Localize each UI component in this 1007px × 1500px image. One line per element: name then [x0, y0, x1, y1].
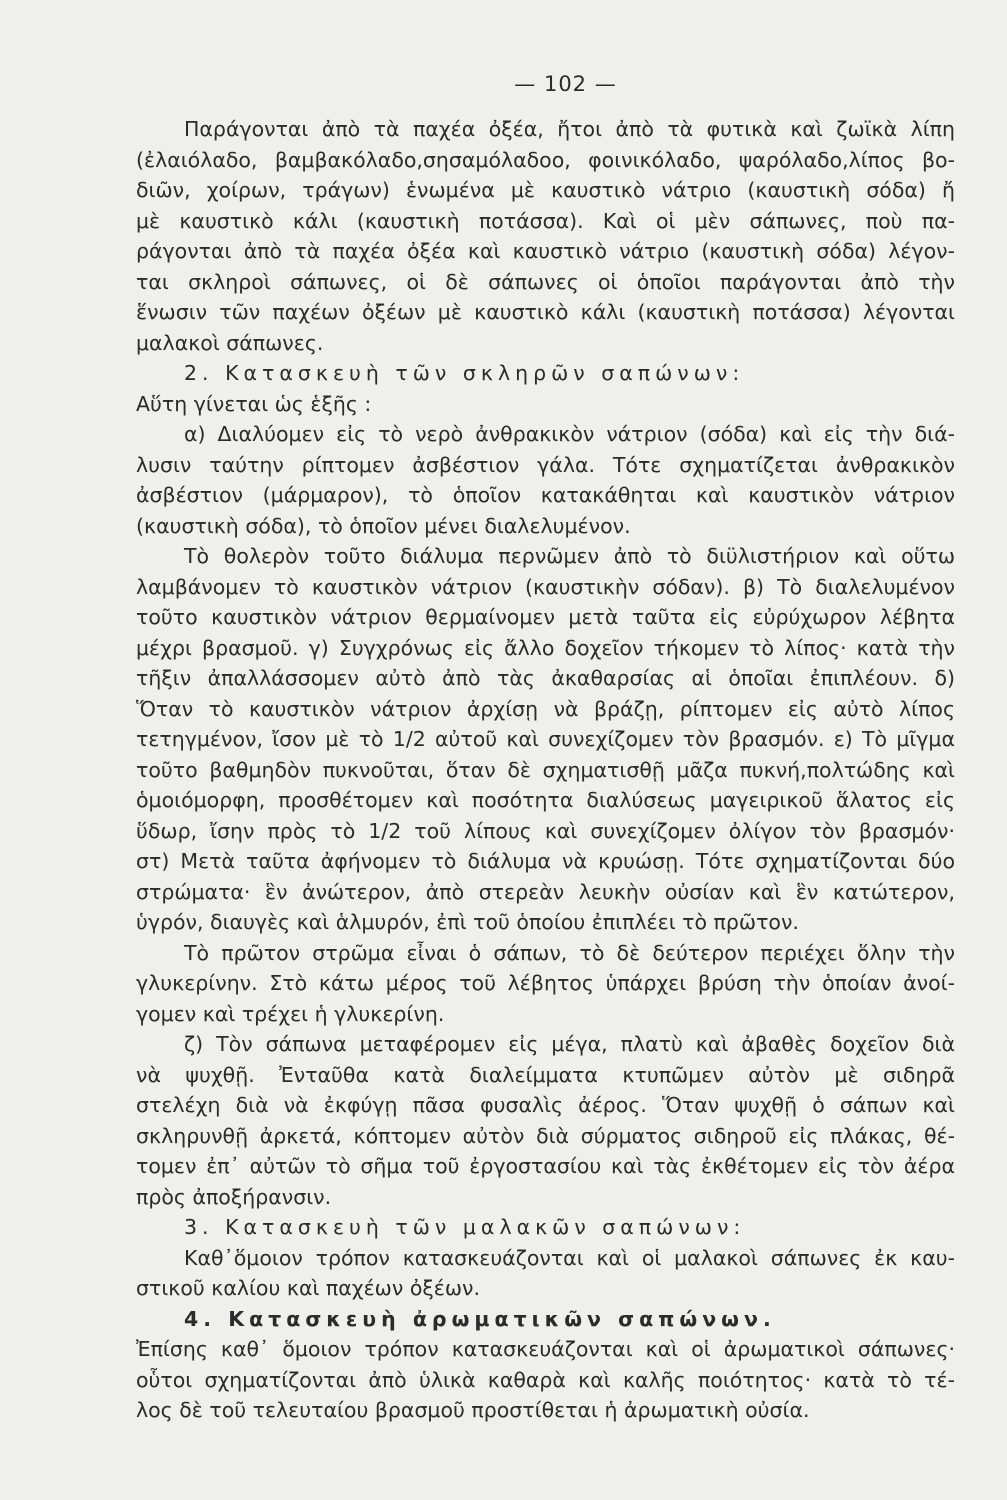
text-line: Ὅταν τὸ καυστικὸν νάτριον ἀρχίσῃ νὰ βράζῃ, ρίπτομεν εἰς αὐτὸ λίπος: [136, 696, 955, 721]
text-line: μὲ καυστικὸ κάλι (καυστικὴ ποτάσσα). Καὶ οἱ μὲν σάπωνες, ποὺ πα-: [136, 208, 955, 233]
paragraph-step-a: [136, 419, 955, 541]
text-line: ὕδωρ, ἴσην πρὸς τὸ 1/2 τοῦ λίπους καὶ συνεχίζομεν ὀλίγον τὸν βρασμόν·: [136, 818, 955, 843]
text-line: Τὸ πρῶτον στρῶμα εἶναι ὁ σάπων, τὸ δὲ δεύτερον περιέχει ὅλην τὴν: [184, 940, 955, 965]
text-line: τῆξιν ἀπαλλάσσομεν αὐτὸ ἀπὸ τὰς ἀκαθαρσίας αἱ ὁποῖαι ἐπιπλέουν. δ): [136, 666, 955, 690]
text-line: Αὕτη γίνεται ὡς ἑξῆς :: [136, 391, 372, 416]
text-line: γομεν καὶ τρέχει ἡ γλυκερίνη.: [136, 1001, 445, 1026]
text-line: ὑγρόν, διαυγὲς καὶ ἁλμυρόν, ἐπὶ τοῦ ὁποίου ἐπιπλέει τὸ πρῶτον.: [136, 910, 799, 934]
paragraph-aromatic-soaps: [136, 1334, 955, 1426]
paragraph-glycerine: [136, 938, 955, 1030]
text-line: σκληρυνθῇ ἀρκετά, κόπτομεν αὐτὸν διὰ σύρματος σιδηροῦ εἰς πλάκας, θέ-: [136, 1123, 955, 1148]
paragraph-steps-b-to-st: [136, 541, 955, 938]
text-line: Ἐπίσης καθ᾽ ὅμοιον τρόπον κατασκευάζονται καὶ οἱ ἀρωματικοὶ σάπωνες·: [136, 1337, 955, 1361]
text-line: ται σκληροὶ σάπωνες, οἱ δὲ σάπωνες οἱ ὁποῖοι παράγονται ἀπὸ τὴν: [136, 269, 955, 294]
text-line: λος δὲ τοῦ τελευταίου βρασμοῦ προστίθεται ἡ ἀρωματικὴ οὐσία.: [136, 1398, 810, 1422]
text-line: τετηγμένον, ἴσον μὲ τὸ 1/2 αὐτοῦ καὶ συνεχίζομεν τὸν βρασμόν. ε) Τὸ μῖγμα: [136, 727, 955, 751]
text-line: μαλακοὶ σάπωνες.: [136, 330, 324, 355]
text-line: στρώματα· ἓν ἀνώτερον, ἀπὸ στερεὰν λευκὴν οὐσίαν καὶ ἓν κατώτερον,: [136, 879, 955, 904]
paragraph-step-z: [136, 1029, 955, 1212]
text-line: ζ) Τὸν σάπωνα μεταφέρομεν εἰς μέγα, πλατὺ καὶ ἀβαθὲς δοχεῖον διὰ: [184, 1032, 955, 1056]
text-line: στικοῦ καλίου καὶ παχέων ὀξέων.: [136, 1276, 481, 1300]
text-line: λαμβάνομεν τὸ καυστικὸν νάτριον (καυστικὴν σόδαν). β) Τὸ διαλελυμένον: [136, 574, 955, 599]
text-line: Τὸ θολερὸν τοῦτο διάλυμα περνῶμεν ἀπὸ τὸ διϋλιστήριον καὶ οὕτω: [184, 544, 955, 568]
text-line: διῶν, χοίρων, τράγων) ἑνωμένα μὲ καυστικὸ νάτριο (καυστικὴ σόδα) ἤ: [136, 178, 955, 202]
text-line: οὗτοι σχηματίζονται ἀπὸ ὑλικὰ καθαρὰ καὶ καλῆς ποιότητος· κατὰ τὸ τέ-: [136, 1367, 955, 1392]
text-line: ἕνωσιν τῶν παχέων ὀξέων μὲ καυστικὸ κάλι (καυστικὴ ποτάσσα) λέγονται: [136, 300, 955, 324]
text-line: Καθ᾽ὅμοιον τρόπον κατασκευάζονται καὶ οἱ μαλακοὶ σάπωνες ἐκ καυ-: [184, 1245, 955, 1270]
text-line: Παράγονται ἀπὸ τὰ παχέα ὀξέα, ἤτοι ἀπὸ τὰ φυτικὰ καὶ ζωϊκὰ λίπη: [184, 117, 955, 141]
paragraph-intro: [136, 114, 955, 358]
text-line: μέχρι βρασμοῦ. γ) Συγχρόνως εἰς ἄλλο δοχεῖον τήκομεν τὸ λίπος· κατὰ τὴν: [136, 635, 955, 660]
text-line: στ) Μετὰ ταῦτα ἀφήνομεν τὸ διάλυμα νὰ κρυώσῃ. Τότε σχηματίζονται δύο: [136, 849, 955, 873]
text-line: πρὸς ἀποξήρανσιν.: [136, 1184, 332, 1209]
text-line: τοῦτο βαθμηδὸν πυκνοῦται, ὅταν δὲ σχηματισθῇ μᾶζα πυκνή,πολτώδης καὶ: [136, 757, 955, 782]
text-line: ἀσβέστιον (μάρμαρον), τὸ ὁποῖον κατακάθηται καὶ καυστικὸν νάτριον: [136, 483, 955, 507]
text-line: λυσιν ταύτην ρίπτομεν ἀσβέστιον γάλα. Τότε σχηματίζεται ἀνθρακικὸν: [136, 452, 955, 477]
page-number: — 102 —: [514, 72, 617, 96]
section-heading-4: 4. Κατασκευὴ ἀρωματικῶν σαπώνων.: [184, 1306, 776, 1331]
text-line: νὰ ψυχθῇ. Ἐνταῦθα κατὰ διαλείμματα κτυπῶμεν αὐτὸν μὲ σιδηρᾶ: [136, 1062, 955, 1087]
text-line: (ἐλαιόλαδο, βαμβακόλαδο,σησαμόλαδοο, φοινικόλαδο, ψαρόλαδο,λίπος βο-: [136, 147, 955, 172]
section-heading-2: 2. Κατασκευὴ τῶν σκληρῶν σαπώνων:: [184, 361, 745, 385]
text-line: γλυκερίνην. Στὸ κάτω μέρος τοῦ λέβητος ὑπάρχει βρύση τὴν ὁποίαν ἀνοί-: [136, 971, 955, 995]
text-line: ράγονται ἀπὸ τὰ παχέα ὀξέα καὶ καυστικὸ νάτριο (καυστικὴ σόδα) λέγον-: [136, 239, 955, 263]
text-line: στελέχη διὰ νὰ ἐκφύγῃ πᾶσα φυσαλὶς ἀέρος. Ὅταν ψυχθῇ ὁ σάπων καὶ: [136, 1093, 955, 1117]
text-line: ὁμοιόμορφη, προσθέτομεν καὶ ποσότητα διαλύσεως μαγειρικοῦ ἅλατος εἰς: [136, 788, 955, 812]
text-line: τοῦτο καυστικὸν νάτριον θερμαίνομεν μετὰ ταῦτα εἰς εὐρύχωρον λέβητα: [136, 605, 955, 629]
text-line: τομεν ἐπ᾽ αὐτῶν τὸ σῆμα τοῦ ἐργοστασίου καὶ τὰς ἐκθέτομεν εἰς τὸν ἀέρα: [136, 1154, 955, 1178]
paragraph-soft-soaps: [136, 1243, 955, 1304]
section-heading-3: 3. Κατασκευὴ τῶν μαλακῶν σαπώνων:: [184, 1215, 746, 1239]
text-line: (καυστικὴ σόδα), τὸ ὁποῖον μένει διαλελυμένον.: [136, 513, 631, 538]
text-line: α) Διαλύομεν εἰς τὸ νερὸ ἀνθρακικὸν νάτριον (σόδα) καὶ εἰς τὴν διά-: [184, 422, 955, 446]
